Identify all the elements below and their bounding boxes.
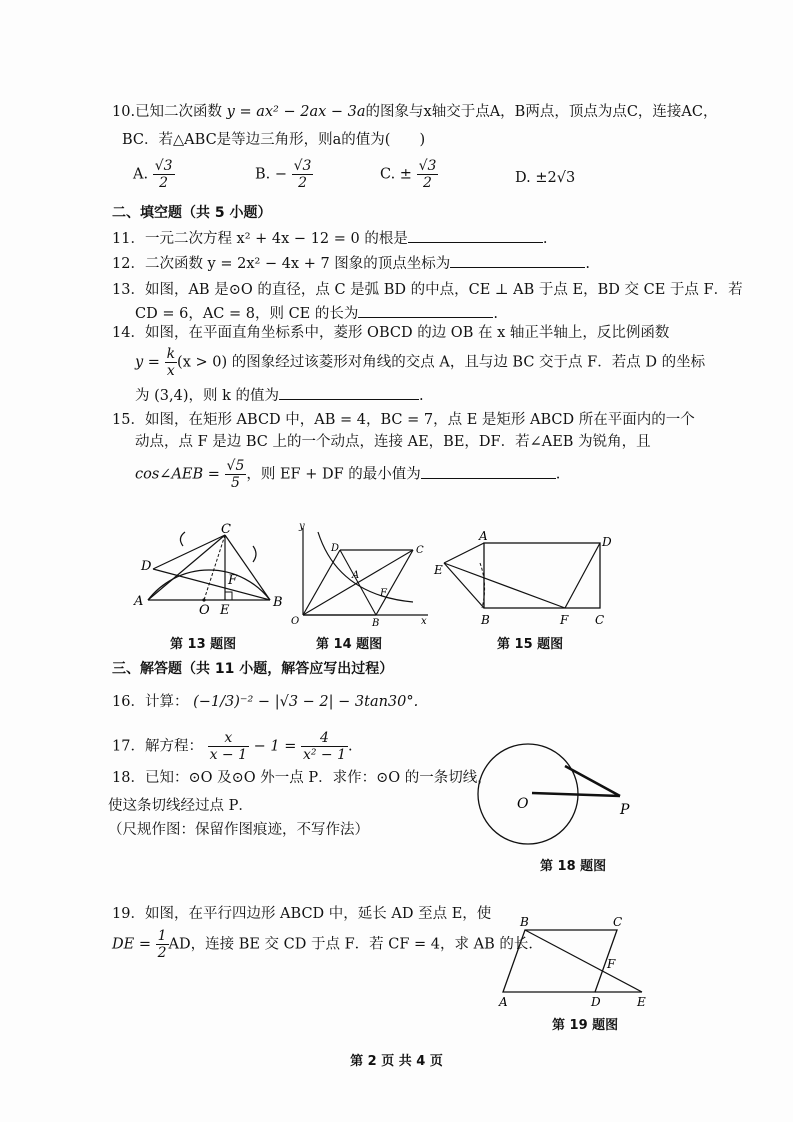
fig14-label-c: C — [416, 545, 424, 556]
q13-line1 — [112, 280, 743, 300]
fig18-caption: 第 18 题图 — [540, 859, 607, 874]
fig19-label-b: B — [520, 915, 529, 929]
frac-num: √3 — [293, 158, 312, 174]
q17-number: 17． — [112, 738, 145, 755]
q14-line1 — [112, 323, 669, 343]
q10-stem-b: 的图象与x轴交于点A，B两点，顶点为点C，连接AC， — [365, 104, 718, 120]
q18-line2: 使这条切线经过点 P． — [108, 798, 253, 814]
frac-num: 4 — [301, 730, 348, 747]
option-fraction — [153, 158, 175, 191]
fig14-label-x: x — [421, 616, 427, 627]
fig15-label-a: A — [479, 529, 488, 543]
figure-15 — [432, 528, 617, 630]
frac-num: √5 — [226, 458, 245, 474]
option-label: A. — [133, 166, 149, 183]
q19-fraction — [156, 928, 169, 961]
q16-label: 计算： — [144, 694, 189, 710]
option-label: C. — [380, 166, 396, 183]
q17-fraction-a — [208, 730, 249, 763]
q19-line2 — [112, 928, 543, 968]
frac-num: k — [166, 346, 176, 362]
option-sign: − — [274, 166, 288, 183]
option-label: D. — [515, 170, 531, 186]
fig13-caption: 第 13 题图 — [170, 637, 237, 652]
fig19-label-e: E — [637, 995, 646, 1009]
q19-text: 如图，在平行四边形 ABCD 中，延长 AD 至点 E，使 — [144, 906, 492, 922]
option-sign: ± — [399, 166, 412, 183]
q15-line3 — [135, 458, 560, 498]
q10-function: y = ax² − 2ax − 3a — [226, 104, 366, 120]
figure-13 — [128, 522, 288, 622]
q18-number: 18． — [112, 770, 145, 786]
q14-line2 — [135, 346, 705, 382]
fig19-label-a: A — [499, 995, 508, 1009]
q16-expression: (−1/3)⁻² − |√3 − 2| − 3tan30°. — [193, 694, 419, 710]
q15-fraction — [225, 458, 247, 491]
q19-line1 — [112, 904, 491, 924]
fig18-label-p: P — [620, 802, 630, 818]
q10-number: 10. — [112, 104, 136, 120]
frac-num: √3 — [418, 158, 437, 174]
fig19-label-d: D — [591, 995, 601, 1009]
q12-answer-blank[interactable] — [450, 253, 585, 268]
fig19-label-c: C — [613, 915, 623, 929]
q12 — [112, 253, 590, 274]
q11-number: 11． — [112, 231, 145, 247]
q18-line3: （尺规作图：保留作图痕迹，不写作法） — [108, 822, 369, 838]
q10-option-d — [515, 168, 575, 188]
q13-text-2: CD = 6，AC = 8，则 CE 的长为 — [135, 306, 359, 322]
fig14-label-d: D — [331, 543, 340, 554]
period: . — [419, 388, 424, 404]
q13-answer-blank[interactable] — [358, 303, 493, 318]
fig13-label-c: C — [221, 522, 231, 537]
q14-number: 14． — [112, 325, 145, 341]
q10-stem-a: 已知二次函数 — [135, 104, 223, 120]
q14-line3 — [135, 385, 424, 406]
period: . — [555, 466, 561, 483]
q10-line1 — [112, 102, 718, 122]
fig13-label-a: A — [134, 594, 144, 609]
figure-14 — [288, 520, 433, 628]
frac-den: x² − 1 — [302, 747, 347, 763]
figure-18 — [470, 738, 640, 850]
q10-option-c — [380, 158, 438, 198]
figure-19 — [495, 912, 655, 1012]
fig15-label-d: D — [602, 535, 612, 549]
fig15-label-f: F — [560, 613, 569, 627]
period: . — [493, 306, 498, 322]
option-label: B. — [255, 166, 271, 183]
fig13-label-b: B — [273, 595, 283, 610]
q13-line2 — [135, 303, 498, 324]
q14-answer-blank[interactable] — [279, 385, 419, 400]
q18-line1 — [112, 768, 492, 788]
frac-den: 2 — [423, 175, 432, 191]
q10-option-a — [133, 158, 175, 198]
q15-text: 如图，在矩形 ABCD 中，AB = 4，BC = 7，点 E 是矩形 ABCD 所在平面内的一个 — [144, 412, 695, 428]
q14-text-2: (x > 0) 的图象经过该菱形对角线的交点 A，且与边 BC 交于点 F．若点 D 的坐标 — [177, 354, 706, 371]
fig13-label-f: F — [228, 573, 238, 588]
fig14-label-o: O — [291, 616, 300, 627]
q15-line1 — [112, 410, 695, 430]
fig19-caption: 第 19 题图 — [552, 1018, 619, 1033]
option-fraction — [292, 158, 314, 191]
q14-fraction — [165, 346, 177, 379]
q14-text-3: 为 (3,4)，则 k 的值为 — [135, 388, 279, 404]
period: . — [585, 256, 590, 272]
q19-text-2: AD，连接 BE 交 CD 于点 F．若 CF = 4，求 AB 的长． — [168, 936, 543, 953]
fig13-label-e: E — [220, 603, 230, 618]
q15-number: 15． — [112, 412, 145, 428]
q12-text: 二次函数 y = 2x² − 4x + 7 图象的顶点坐标为 — [144, 256, 451, 272]
fig14-caption: 第 14 题图 — [316, 637, 383, 652]
q15-cos: cos∠AEB = — [135, 466, 220, 483]
q15-line2: 动点，点 F 是边 BC 上的一个动点，连接 AE，BE，DF．若∠AEB 为锐角，且 — [135, 434, 651, 450]
q11-answer-blank[interactable] — [408, 228, 543, 243]
period: . — [348, 738, 353, 755]
fig14-label-b: B — [372, 618, 380, 628]
fig19-label-f: F — [607, 957, 616, 971]
q16-number: 16． — [112, 694, 145, 710]
option-fraction — [417, 158, 439, 191]
q11-text: 一元二次方程 x² + 4x − 12 = 0 的根是 — [144, 231, 408, 247]
fig15-caption: 第 15 题图 — [497, 637, 564, 652]
fig15-label-e: E — [434, 563, 443, 577]
q15-text-3: ，则 EF + DF 的最小值为 — [246, 466, 421, 483]
option-text: ±2√3 — [535, 170, 576, 186]
q16 — [112, 692, 418, 712]
frac-num: √3 — [154, 158, 173, 174]
fig18-label-o: O — [517, 796, 529, 812]
q17-fraction-b — [301, 730, 348, 763]
frac-den: 2 — [159, 175, 169, 191]
q19-number: 19． — [112, 906, 145, 922]
fig13-label-o: O — [199, 603, 210, 618]
fig14-label-a: A — [352, 570, 360, 581]
q10-line2: BC．若△ABC是等边三角形，则a的值为( ) — [122, 132, 426, 148]
fig15-label-b: B — [481, 613, 490, 627]
fig13-label-d: D — [141, 559, 152, 574]
q14-text: 如图，在平面直角坐标系中，菱形 OBCD 的边 OB 在 x 轴正半轴上，反比例函数 — [144, 325, 670, 341]
q17 — [112, 730, 353, 770]
q13-number: 13． — [112, 282, 145, 298]
q15-answer-blank[interactable] — [421, 464, 556, 479]
fig14-label-y: y — [299, 521, 305, 532]
frac-den: x — [166, 363, 175, 379]
q17-middle: − 1 = — [253, 738, 297, 755]
page-footer: 第 2 页 共 4 页 — [350, 1054, 443, 1069]
q12-number: 12． — [112, 256, 145, 272]
fig14-label-f: F — [380, 588, 387, 599]
frac-num: 1 — [157, 928, 167, 944]
frac-num: x — [208, 730, 249, 747]
q13-text: 如图，AB 是⊙O 的直径，点 C 是弧 BD 的中点，CE ⊥ AB 于点 E，BD 交 CE 于点 F．若 — [144, 282, 743, 298]
fig15-label-c: C — [595, 613, 605, 627]
q18-text: 已知：⊙O 及⊙O 外一点 P．求作：⊙O 的一条切线， — [144, 770, 492, 786]
frac-den: 5 — [230, 475, 240, 491]
section-3-heading: 三、解答题（共 11 小题，解答应写出过程） — [112, 661, 394, 677]
period: . — [542, 231, 548, 247]
q11 — [112, 228, 547, 249]
q19-de: DE = — [112, 936, 151, 953]
q10-option-b — [255, 158, 313, 198]
frac-den: x − 1 — [209, 747, 247, 763]
frac-den: 2 — [157, 945, 167, 961]
q14-y-eq: y = — [135, 354, 160, 371]
section-2-heading: 二、填空题（共 5 小题） — [112, 205, 272, 221]
frac-den: 2 — [298, 175, 308, 191]
q17-label: 解方程： — [144, 738, 203, 755]
